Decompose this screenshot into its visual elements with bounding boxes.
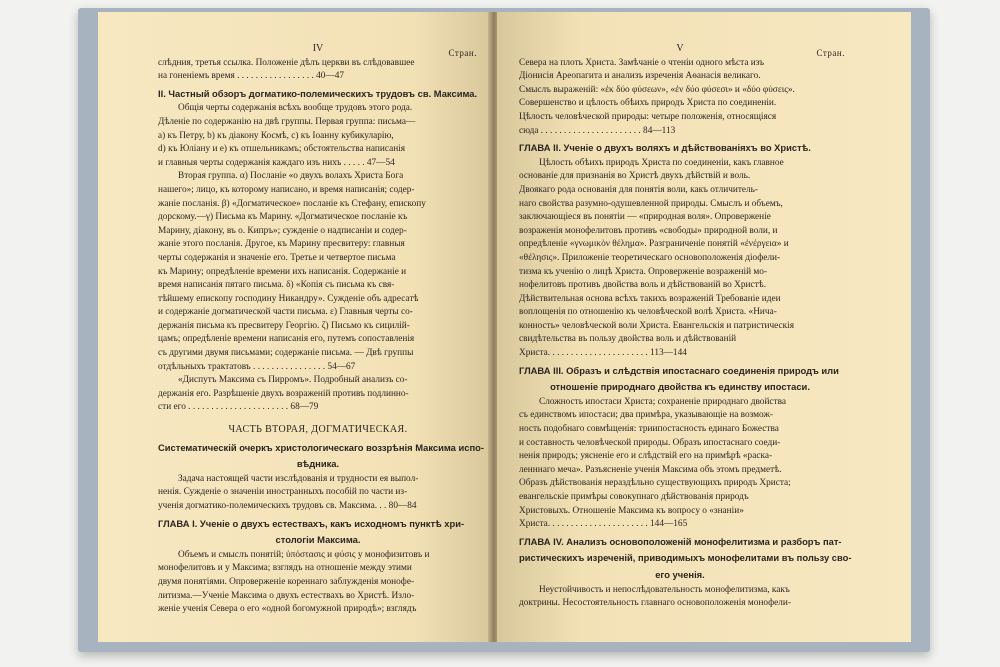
text-line: ленннаго меча». Разъясненіе ученія Максима объ этомъ предметѣ. [519, 464, 782, 475]
text-line: Совершенство и цѣлость обѣихъ природъ Христа по соединеніи. [519, 98, 777, 109]
text-line: съ единствомъ ипостаси; два примѣра, указывающіе на возмож- [519, 410, 773, 421]
text-line: а) къ Петру, b) къ діакону Космѣ, с) къ Іоанну кубикуларію, [158, 130, 394, 141]
text-line: отдѣльныхъ трактатовъ . . . . . . . . . . . . . . . . 54—67 [158, 361, 356, 372]
text-line: и главныя черты содержанія каждаго изъ нихъ . . . . . 47—54 [158, 157, 395, 168]
text-line: конность» человѣческой воли Христа. Евангельскія и патристическія [519, 320, 795, 331]
chapter-heading-line: ГЛАВА II. Ученіе о двухъ воляхъ и дѣйствованіяхъ во Христѣ. [519, 142, 811, 154]
chapter-heading-line: его ученія. [655, 568, 705, 580]
part-heading: ЧАСТЬ ВТОРАЯ, ДОГМАТИЧЕСКАЯ. [228, 424, 408, 436]
text-line: жаніе посланія. β) «Догматическое» посланіе къ Стефану, епископу [158, 198, 426, 209]
right-page-header-label: Стран. [816, 48, 845, 58]
text-line: сти его . . . . . . . . . . . . . . . . . . . . . . 68—79 [158, 402, 319, 413]
text-line: евангельскіе примѣры совокупнаго дѣйствованія природъ [519, 492, 749, 502]
text-line: двумя понятіями. Опроверженіе кореннаго заблужденія монофе- [158, 576, 415, 587]
text-line: Вторая группа. α) Посланіе «о двухъ волахъ Христа Бога [178, 171, 404, 182]
text-line: доктрины. Несостоятельность главнаго основоположенія монофели- [519, 598, 791, 609]
text-line: Христа. . . . . . . . . . . . . . . . . . . . . . 113—144 [519, 348, 687, 359]
text-line: опредѣленіе «γνωμικὸν θέλημα». Разграниченіе понятій «ἐνέργεια» и [519, 239, 789, 250]
text-line: возраженія монофелитовъ противъ «свободы» природной воли, и [519, 225, 778, 236]
text-line: Севера на плоть Христа. Замѣчаніе о чтеніи одного мѣста изъ [519, 57, 765, 68]
text-line: ненія. Сужденіе о значеніи иностранныхъ пособій по части из- [158, 487, 408, 498]
text-line: d) къ Юліану и е) къ отшельникамъ; обстоятельства написанія [158, 144, 406, 155]
left-page-header-label: Стран. [448, 48, 477, 58]
text-line: женіе ученія Севера о его «одной богомужной природѣ»; взглядъ [158, 604, 417, 615]
chapter-heading-line: Систематическій очеркъ христологическаго воззрѣнія Максима испо- [158, 441, 484, 453]
right-page-lines [519, 57, 852, 611]
text-line: и содержаніе догматической части письма. ε) Главныя черты со- [158, 307, 413, 318]
text-line: заключающіеся въ понятіи — «природная воля». Опроверженіе [519, 212, 771, 223]
right-page-number: V [676, 43, 684, 54]
text-line: слѣдния, третья ссылка. Положеніе дѣлъ церкви въ слѣдовавшее [158, 57, 415, 68]
text-line: Цѣлость человѣческой природы: четыре положенія, относящіяся [519, 111, 777, 122]
text-line: Цѣлость обѣихъ природъ Христа по соединеніи, какъ главное [539, 157, 784, 168]
text-line: Общія черты содержанія всѣхъ вообще трудовъ этого рода. [178, 103, 413, 114]
text-line: съ другими двумя письмами; содержаніе письма. — Двѣ группы [158, 348, 414, 359]
text-line: Смыслъ выраженій: «ἐκ δύο φύσεων», «ἐν δύο φύσεσι» и «δύο φύσεις». [519, 84, 795, 95]
text-line: сюда . . . . . . . . . . . . . . . . . . . . . . 84—113 [519, 125, 676, 136]
chapter-heading-line: ристическихъ изреченій, приводимыхъ монофелитами въ пользу сво- [519, 552, 852, 564]
chapter-heading-line: стологіи Максима. [275, 534, 361, 546]
text-line: «Диспутъ Максима съ Пирромъ». Подробный анализъ со- [178, 375, 408, 386]
text-line: Христовыхъ. Отношеніе Максима къ вопросу о «знаніи» [519, 505, 744, 516]
chapter-heading-line: ГЛАВА IV. Анализъ основоположеній монофелитизма и разборъ пат- [519, 535, 842, 547]
text-line: наго свойства разумно-одушевленной природы. Смыслъ и объемъ, [519, 198, 783, 209]
text-line: ученія догматико-полемическихъ трудовъ св. Максима. . . 80—84 [158, 501, 417, 511]
text-line: Христа. . . . . . . . . . . . . . . . . . . . . . 144—165 [519, 519, 688, 530]
text-line: Діонисія Ареопагита и анализъ изреченія Аѳанасія великаго. [519, 71, 761, 82]
text-line: основаніе для признанія во Христѣ двухъ дѣйствій и воль. [519, 171, 751, 182]
text-line: «θέλησις». Приложеніе теоретическаго основоположенія діофели- [519, 252, 781, 263]
text-line: къ Марину; опредѣленіе времени ихъ написанія. Содержаніе и [158, 266, 407, 277]
chapter-heading-line: ГЛАВА I. Ученіе о двухъ естествахъ, какъ исходномъ пунктѣ хри- [158, 517, 465, 529]
chapter-heading-line: отношеніе природнаго двойства къ единству ипостаси. [550, 381, 810, 393]
text-line: литизма.—Ученіе Максима о двухъ естествахъ во Христѣ. Изло- [158, 590, 415, 601]
text-line: дорскому.—γ) Письма къ Марину. «Догматическое посланіе къ [158, 212, 408, 223]
text-line: Сложность ипостаси Христа; сохраненіе природнаго двойства [539, 396, 787, 407]
text-line: время написанія пятаго письма. δ) «Копія съ письма къ свя- [158, 280, 395, 291]
left-page-text [158, 42, 484, 617]
text-line: Дѣйствительная основа всѣхъ такихъ возраженій Требованіе идеи [519, 293, 781, 304]
text-line: свидѣтельства въ пользу двойства воль и дѣйствованій [519, 334, 737, 345]
text-line: тѣйшему епископу господину Никандру». Сужденіе объ адресатѣ [158, 293, 419, 304]
text-line: Неустойчивость и непослѣдовательность монофелитизма, какъ [539, 584, 790, 595]
right-page-text [519, 42, 852, 611]
chapter-heading-line: II. Частный обзоръ догматико-полемическихъ трудовъ св. Максима. [158, 87, 478, 99]
text-line: монофелитовъ и у Максима; взглядъ на отношеніе между этими [158, 563, 412, 574]
text-line: воплощенія по отношенію къ человѣческой волѣ Христа. «Нича- [519, 307, 777, 318]
text-line: черты содержанія и значеніе его. Третье и четвертое письма [158, 252, 396, 263]
text-line: ненія природъ; уясненіе его и слѣдствій его на примѣрѣ «раска- [519, 451, 773, 462]
text-line: нофелитовъ противъ двойства воль и дѣйствованій во Христѣ. [519, 280, 767, 291]
chapter-heading-line: вѣдника. [296, 458, 340, 470]
text-line: цамъ; опредѣленіе времени написанія его, путемъ сопоставленія [158, 334, 415, 345]
text-line: тизма къ ученію о лицѣ Христа. Опроверженіе возраженій мо- [519, 266, 767, 277]
text-line: Образъ дѣйствованія нераздѣльно существующихъ природъ Христа; [519, 478, 791, 489]
right-page [497, 12, 911, 642]
left-page-number: IV [312, 43, 324, 54]
text-line: Марину, діакону, въ о. Кипръ»; сужденіе о надписаніи и содер- [158, 225, 407, 236]
chapter-heading-line: ГЛАВА III. Образъ и слѣдствія ипостаснаго соединенія природъ или [519, 364, 839, 376]
text-line: ность подобнаго совмѣщенія: триипостасность единаго Божества [519, 424, 779, 435]
text-line: Объемъ и смыслъ понятій; ὑπόστασις и φύσις у монофизитовъ и [178, 549, 430, 560]
text-line: держанія его. Разрѣшеніе двухъ возраженій противъ подлинно- [158, 388, 409, 399]
text-line: и составность человѣческой природы. Образъ ипостаснаго соеди- [519, 437, 781, 448]
left-page [98, 12, 491, 642]
text-line: жаніе этого посланія. Другое, къ Марину пресвитеру: главныя [158, 239, 405, 250]
text-line: Дѣленіе по содержанію на двѣ группы. Первая группа: письма— [158, 116, 416, 127]
text-line: держанія письма къ пресвитеру Георгію. ζ) Письмо къ сицилій- [158, 320, 410, 331]
text-line: Двоякаго рода основанія для понятія воли, какъ отличитель- [519, 184, 759, 195]
text-line: Задача настоящей части изслѣдованія и трудности ея выпол- [178, 473, 419, 484]
left-page-lines [158, 57, 484, 617]
text-line: на гоненіемъ время . . . . . . . . . . . . . . . . . 40—47 [158, 71, 345, 82]
text-line: нашего»; лицо, къ которому написано, и время написанія; содер- [158, 184, 415, 195]
